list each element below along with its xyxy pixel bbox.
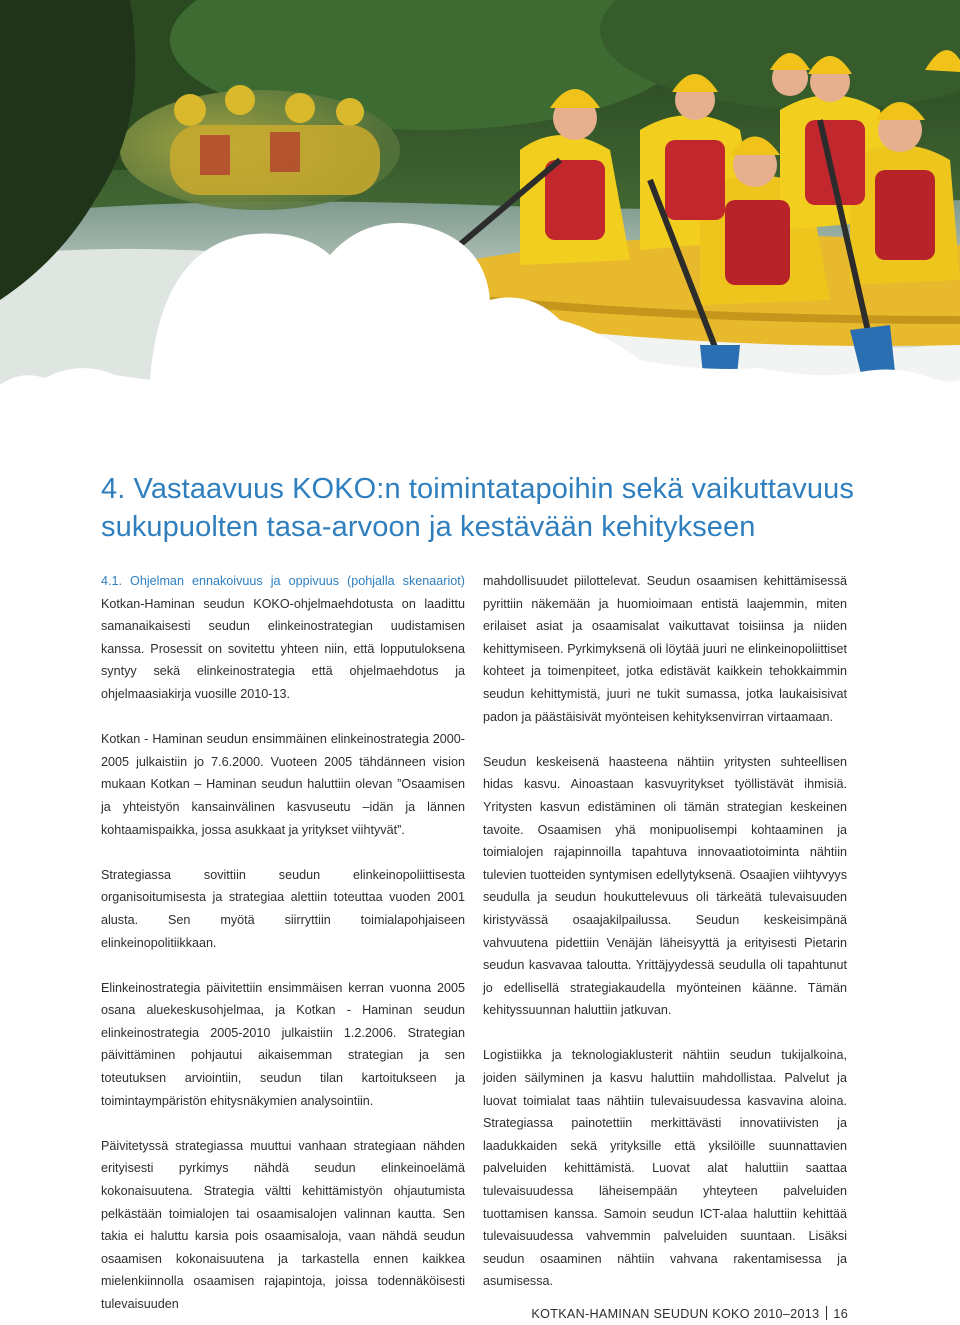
publication-name: KOTKAN-HAMINAN SEUDUN KOKO 2010–2013 [531,1307,820,1321]
chapter-title-line-2: sukupuolten tasa-arvoon ja kestävään kehitykseen [101,511,756,543]
paragraph: mahdollisuudet piilottelevat. Seudun osaamisen kehittämisessä pyrittiin näkemään ja huomioimaan entistä laajemmin, miten erilaiset asiat ja osaamisalat vaikuttavat toisiinsa ja niiden kehittymiseen. Pyrkimyksenä oli löytää juuri ne elinkeinopoliittiset kohteet ja toimenpiteet, jotka edistävät kaikkein tehokkaimmin seudun kehittymistä, juuri ne tukit sumassa, jotka laukaisisivat padon ja päästäisivät myönteisen kehityksenvirran virtaamaan. [483,574,847,724]
rafting-photo-icon [0,0,960,405]
paragraph: Strategiassa sovittiin seudun elinkeinopoliittisesta organisoitumisesta ja strategiaa alettiin toteuttaa vuoden 2001 alusta. Sen myötä siirryttiin toimialapohjaiseen elinkeinopolitiikkaan. [101,867,465,950]
left-column [101,570,465,1316]
chapter-title-line-1: 4. Vastaavuus KOKO:n toimintatapoihin sekä vaikuttavuus [101,473,854,505]
paragraph-text: Kotkan-Haminan seudun KOKO-ohjelmaehdotusta on laadittu samanaikaisesti seudun elinkeinostrategian uudistamisen kanssa. Prosessit on sovitettu yhteen niin, että lopputuloksena syntyy sekä elinkeinostrategia että ohjelmaehdotus ja ohjelmaasiakirja vuosille 2010-13. [101,596,465,701]
paragraph: Elinkeinostrategia päivitettiin ensimmäisen kerran vuonna 2005 osana aluekeskusohjelmaa, ja Kotkan - Haminan seudun elinkeinostrategia 2005-2010 julkaistiin 1.2.2006. Strategian päivittäminen pohjautui aikaisemman strategian ja sen toteutuksen arviointiin, seudun tilan kartoitukseen ja toimintaympäristön ehitysnäkymien analysointiin. [101,980,465,1108]
paragraph: Seudun keskeisenä haasteena nähtiin yritysten suhteellisen hidas kasvu. Ainoastaan kasvuyritykset työllistävät ihmisiä. Yritysten kasvun edistäminen oli tämän strategian keskeinen tavoite. Osaamisen yhä monipuolisempi kohtaaminen ja toimialojen rajapinnoilla tapahtuva innovaatiotoiminta nähtiin tulevien tuotteiden syntymisen edellytyksenä. Osaajien viihtyvyys seudulla ja seudun houkuttelevuus oli tärkeätä tulevaisuuden kiristyvässä osaajakilpailussa. Seudun keskeisimpänä vahvuutena pidettiin Venäjän läheisyyttä ja erityisesti Pietarin seudun kasvavaa taloutta. Yrittäjyydessä seudulla oli tapahtunut jo edellisellä strategiakaudella myönteinen käänne. Tämän kehityssuunnan haluttiin jatkuvan. [483,754,847,1018]
page-number: 16 [833,1307,848,1321]
paragraph: Kotkan - Haminan seudun ensimmäinen elinkeinostrategia 2000-2005 julkaistiin jo 7.6.2000. Vuoteen 2005 tähdänneen vision mukaan Kotkan – Haminan seudun haluttiin olevan ”Osaamisen ja yhteistyön kansainvälinen kasvuseutu –idän ja lännen kohtaamispaikka, jossa asukkaat ja yritykset viihtyvät”. [101,732,465,837]
footer-separator [826,1306,827,1320]
paragraph [101,570,465,706]
page-footer [0,1306,848,1321]
paragraph: Päivitetyssä strategiassa muuttui vanhaan strategiaan nähden erityisesti pyrkimys nähdä seudun elinkeinoelämä kokonaisuutena. Strategia vältti kehittämistyön ohjautumista pelkästään toimialojen tai osaamisalojen valinnan kautta. Sen takia ei haluttu karsia pois osaamisaloja, vaan nähdä seudun osaamisen kokonaisuutena ja tarkastella ennen kaikkea mielenkiinnolla osaamisen rajapintoja, joissa todennäköisesti tulevaisuuden [101,1138,465,1311]
right-column [483,570,847,1293]
paragraph: Logistiikka ja teknologiaklusterit nähtiin seudun tukijalkoina, joiden säilyminen ja kasvu haluttiin mahdollistaa. Palvelut ja luovat toimialat taas nähtiin tulevaisuudessa kasvavina aloina. Strategiassa painotettiin merkittävästi innovatiivisten ja laadukkaiden sekä yrityksille että yksilöille suunnattavien palveluiden kehittämistä. Luovat alat haluttiin saattaa tulevaisuudessa läheisempään yhteyteen palveluiden tuottamisen kanssa. Samoin seudun ICT-alaa haluttiin kehittää tulevaisuudessa vahvemmin palveluiden suuntaan. Lisäksi seudun osaaminen nähtiin vahvana rakentamisessa ja asumisessa. [483,1048,847,1289]
hero-photo [0,0,960,405]
chapter-title [101,470,901,546]
section-heading: 4.1. Ohjelman ennakoivuus ja oppivuus (pohjalla skenaariot) [101,574,465,588]
